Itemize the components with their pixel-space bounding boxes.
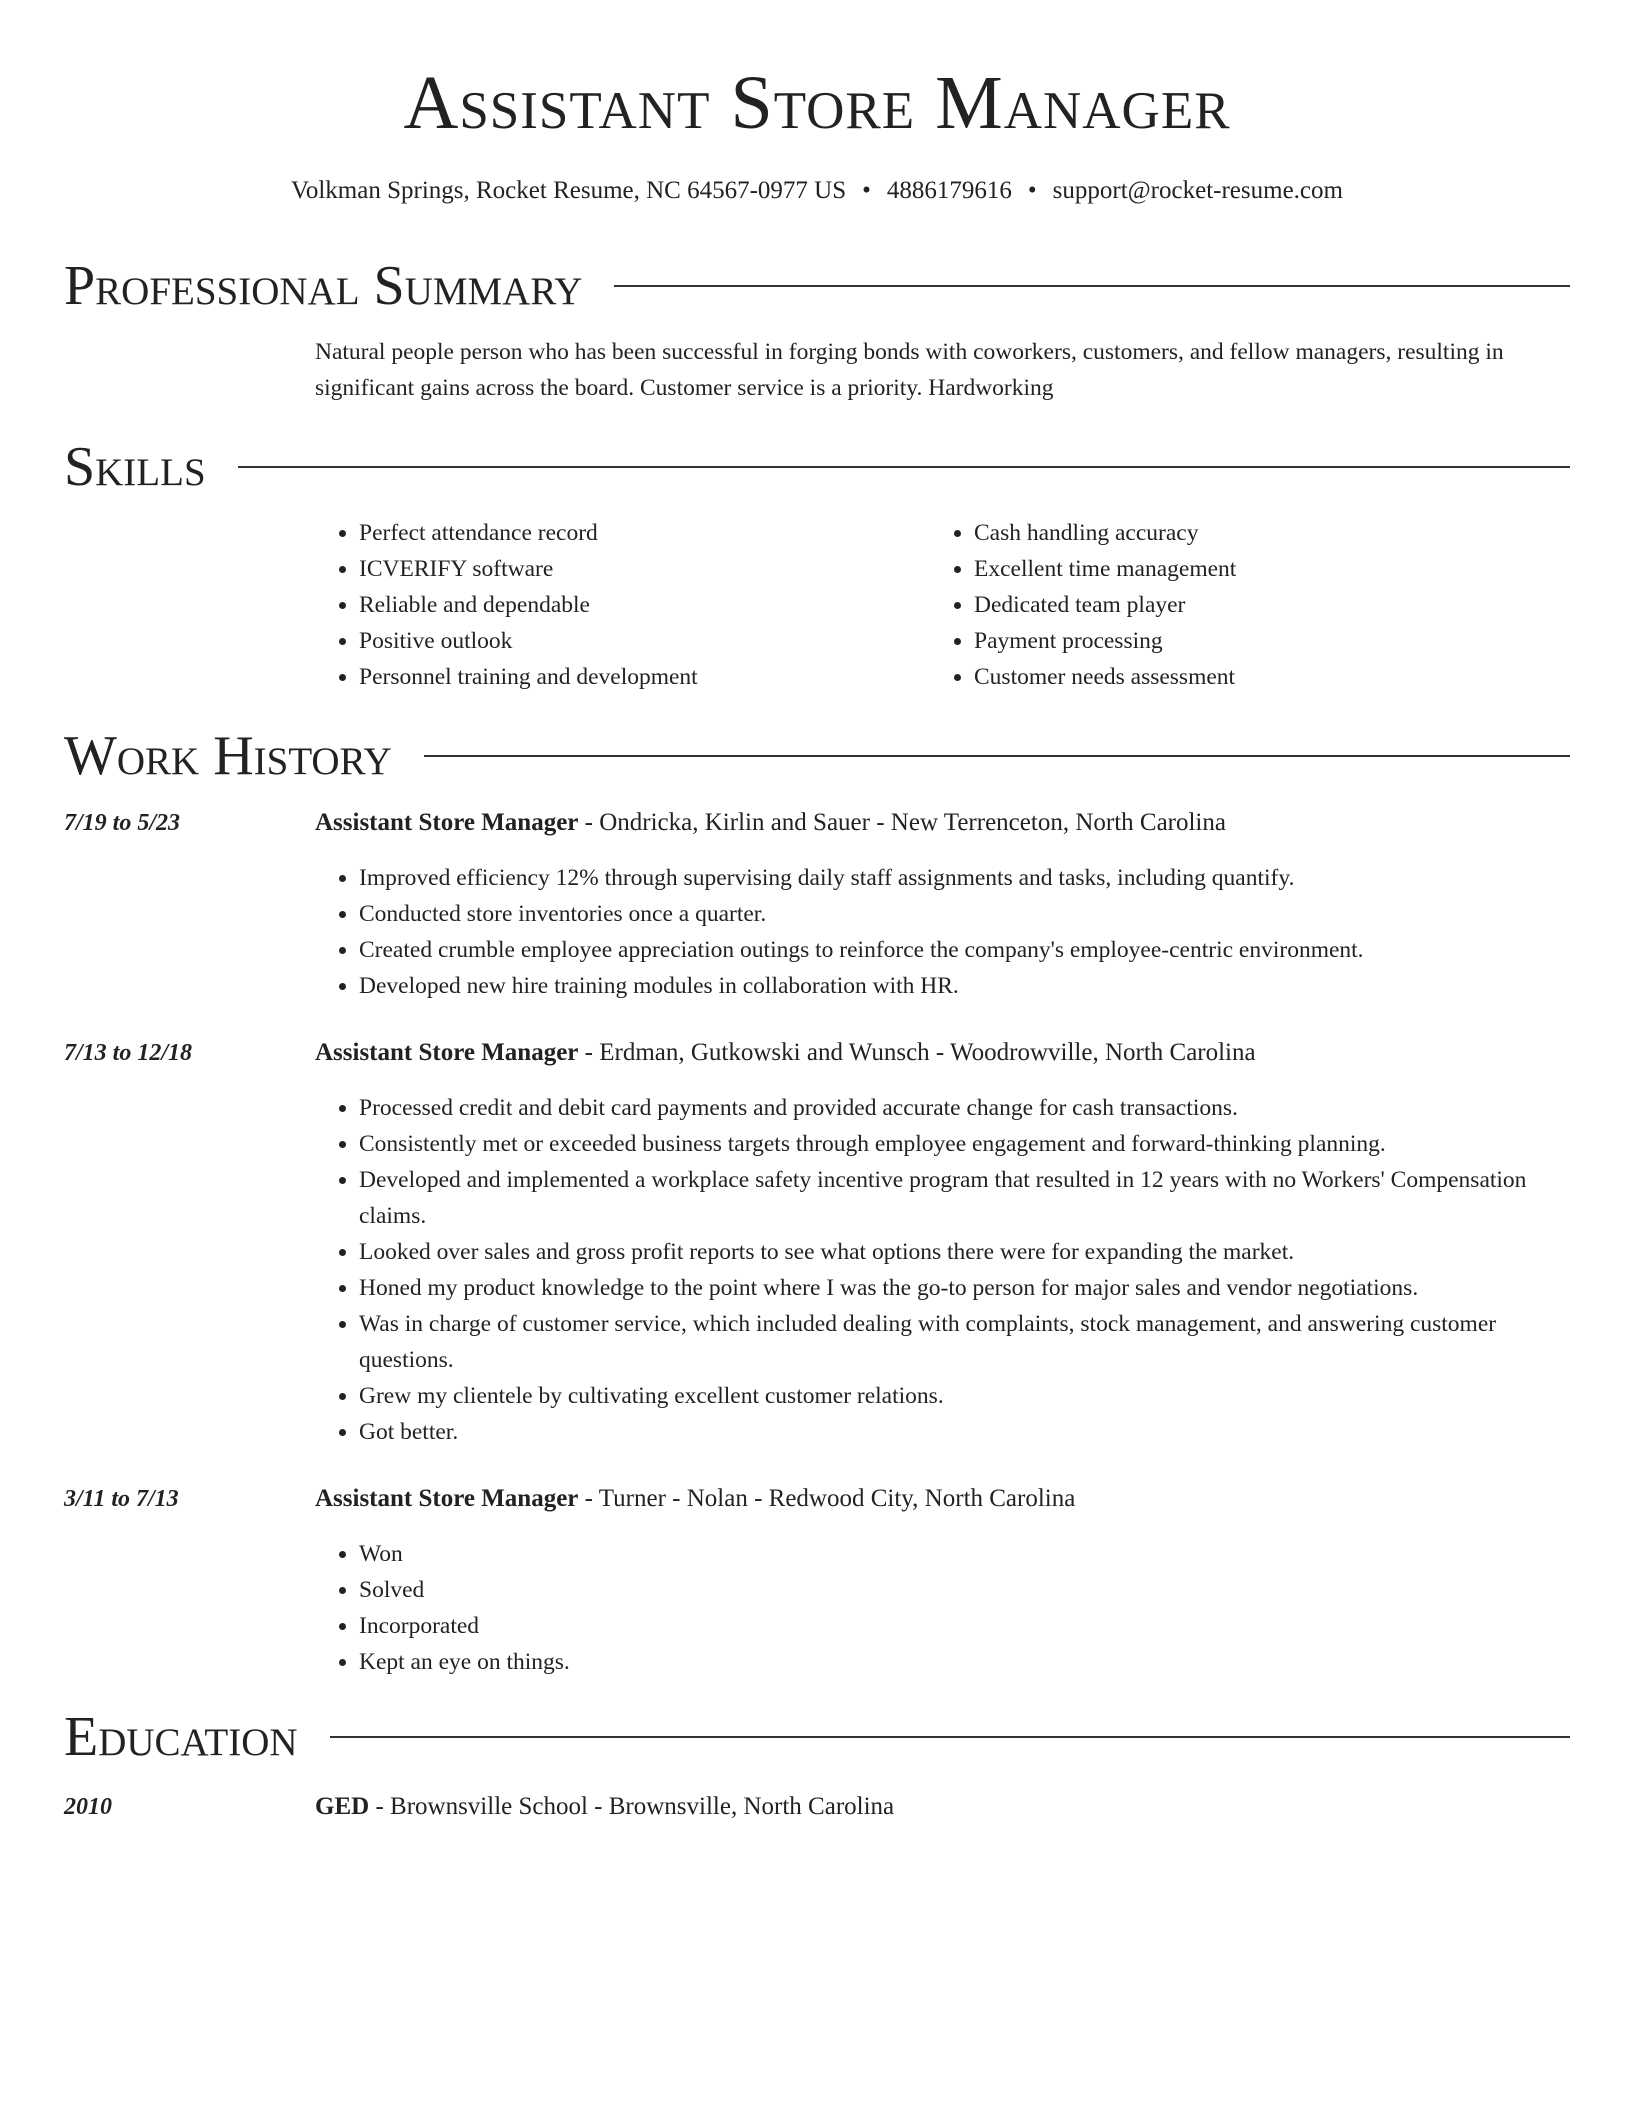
job-title: Assistant Store Manager [315, 1039, 579, 1066]
section-divider [614, 285, 1570, 287]
section-divider [330, 1736, 1570, 1738]
skill-item: • Reliable and dependable [359, 587, 915, 623]
section-divider [238, 466, 1570, 468]
education-year: 2010 [64, 1794, 112, 1820]
job-dates: 7/19 to 5/23 [64, 810, 181, 836]
job-bullet: • Improved efficiency 12% through supervising daily staff assignments and tasks, including quantify. [359, 860, 1573, 896]
job-bullet: • Conducted store inventories once a quarter. [359, 896, 1573, 932]
education-section-header [64, 1705, 1570, 1769]
contact-separator: • [1027, 177, 1037, 204]
job-bullet: • Developed new hire training modules in collaboration with HR. [359, 968, 1573, 1004]
summary-text: Natural people person who has been successful in forging bonds with coworkers, customers, and fellow managers, resulting in significant gains across the board. Customer service is a priority. Hardworking [315, 339, 1504, 401]
summary-section-header [64, 254, 1570, 318]
job-title: Assistant Store Manager [315, 1485, 579, 1512]
job-dates: 7/13 to 12/18 [64, 1040, 193, 1066]
section-divider [424, 755, 1570, 757]
job-bullet: • Was in charge of customer service, which included dealing with complaints, stock management, and answering customer questions. [359, 1306, 1573, 1378]
skill-item: • ICVERIFY software [359, 551, 915, 587]
job-bullets [315, 1536, 1573, 1680]
education-details: - Brownsville School - Brownsville, North Carolina [369, 1793, 895, 1820]
contact-email[interactable]: support@rocket-resume.com [1052, 177, 1343, 204]
job-dates: 3/11 to 7/13 [64, 1486, 179, 1512]
job-bullet: • Solved [359, 1572, 1573, 1608]
skill-item: • Excellent time management [974, 551, 1530, 587]
job-details: - Turner - Nolan - Redwood City, North Carolina [578, 1485, 1076, 1512]
job-bullet: • Got better. [359, 1414, 1573, 1450]
job-bullet: • Looked over sales and gross profit reports to see what options there were for expanding the market. [359, 1234, 1573, 1270]
job-bullet: • Grew my clientele by cultivating excellent customer relations. [359, 1378, 1573, 1414]
job-title: Assistant Store Manager [315, 809, 579, 836]
job-bullet: • Incorporated [359, 1608, 1573, 1644]
job-details: - Erdman, Gutkowski and Wunsch - Woodrowville, North Carolina [578, 1039, 1256, 1066]
job-bullet: • Created crumble employee appreciation outings to reinforce the company's employee-centric environment. [359, 932, 1573, 968]
contact-address: Volkman Springs, Rocket Resume, NC 64567-0977 US [291, 177, 847, 204]
education-degree: GED [315, 1793, 370, 1820]
skill-item: • Payment processing [974, 623, 1530, 659]
job-bullet: • Honed my product knowledge to the point where I was the go-to person for major sales and vendor negotiations. [359, 1270, 1573, 1306]
summary-heading: Professional Summary [64, 255, 583, 317]
skills-list-left [315, 515, 915, 695]
job-bullets [315, 1090, 1573, 1450]
job-header [315, 805, 1573, 841]
job-header [315, 1481, 1573, 1517]
skill-item: • Customer needs assessment [974, 659, 1530, 695]
skill-item: • Dedicated team player [974, 587, 1530, 623]
work-heading: Work History [64, 725, 392, 787]
job-header [315, 1035, 1573, 1071]
job-bullet: • Consistently met or exceeded business targets through employee engagement and forward-thinking planning. [359, 1126, 1573, 1162]
skills-section-header [64, 435, 1570, 499]
job-bullet: • Developed and implemented a workplace safety incentive program that resulted in 12 years with no Workers' Compensation claims. [359, 1162, 1573, 1234]
education-heading: Education [64, 1706, 298, 1768]
skill-item: • Cash handling accuracy [974, 515, 1530, 551]
job-details: - Ondricka, Kirlin and Sauer - New Terrenceton, North Carolina [578, 809, 1226, 836]
contact-line [64, 174, 1570, 208]
candidate-name: Assistant Store Manager [403, 61, 1231, 145]
job-bullets [315, 860, 1573, 1004]
education-entry [315, 1789, 1573, 1825]
job-bullet: • Won [359, 1536, 1573, 1572]
job-bullet: • Processed credit and debit card payments and provided accurate change for cash transactions. [359, 1090, 1573, 1126]
contact-separator: • [862, 177, 871, 204]
skills-heading: Skills [64, 436, 206, 498]
skill-item: • Perfect attendance record [359, 515, 915, 551]
skill-item: • Positive outlook [359, 623, 915, 659]
skills-list-right [930, 515, 1530, 695]
skill-item: • Personnel training and development [359, 659, 915, 695]
job-bullet: • Kept an eye on things. [359, 1644, 1573, 1680]
contact-phone: 4886179616 [886, 177, 1012, 204]
work-section-header [64, 724, 1570, 788]
